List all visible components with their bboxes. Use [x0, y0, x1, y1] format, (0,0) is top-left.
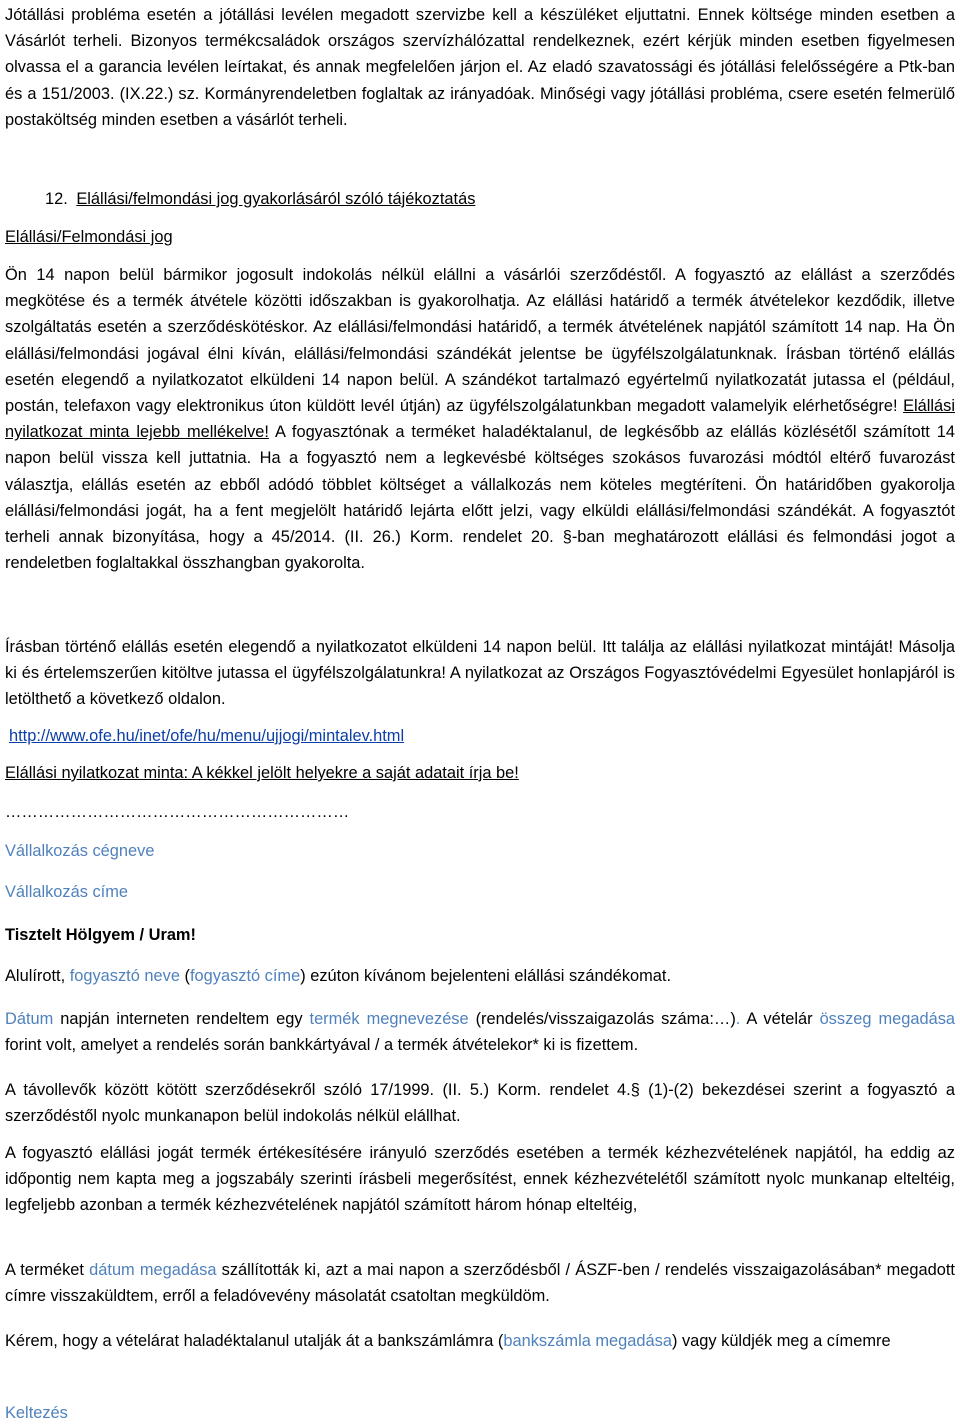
- text: A vételár: [740, 1010, 820, 1028]
- ofe-link[interactable]: http://www.ofe.hu/inet/ofe/hu/menu/ujjogi/mintalev.html: [9, 727, 405, 745]
- text: napján interneten rendeltem egy: [53, 1010, 310, 1028]
- text: (: [179, 967, 190, 985]
- dotted-line: ………………………………………………………: [5, 803, 350, 821]
- warranty-paragraph: Jótállási probléma esetén a jótállási levélen megadott szervizbe kell a készüléket eljuttatni. Ennek költsége minden esetben a Vásárlót terheli. Bizonyos termékcsaládok országos szervízhálózattal rendelkeznek, ezért kérjük minden esetben figyelmesen olvassa el a garancia levélen leírtakat, és annak megfelelően járjon el. Az eladó szavatossági és jótállási felelősségére a Ptk-ban és a 151/2003. (IX.22.) sz. Kormányrendeletben foglaltak az irányadóak. Minőségi vagy jótállási probléma, csere esetén felmerülő postaköltség minden esetben a vásárlót terheli.: [5, 6, 955, 129]
- consumer-name-placeholder: fogyasztó neve: [69, 967, 180, 985]
- product-name-placeholder: termék megnevezése: [309, 1010, 469, 1028]
- refund-paragraph: [5, 1328, 955, 1354]
- declaration-paragraph: [5, 963, 955, 989]
- rights-paragraph: [5, 262, 955, 576]
- bank-account-placeholder: bankszámla megadása: [503, 1332, 672, 1350]
- delivery-date-placeholder: dátum megadása: [89, 1261, 217, 1279]
- text: Alulírott,: [5, 967, 70, 985]
- company-address-placeholder: Vállalkozás címe: [5, 883, 128, 901]
- link-line: [5, 723, 955, 749]
- written-withdrawal-paragraph: Írásban történő elállás esetén elegendő a nyilatkozatot elküldeni 14 napon belül. Itt találja az elállási nyilatkozat mintáját! Másolja ki és értelemszerűen kitöltve jutassa el ügyfélszolgálatunkra! A nyilatkozat az Országos Fogyasztóvédelmi Egyesület honlapjáról is letölthető a következő oldalon.: [5, 638, 955, 709]
- salutation: Tisztelt Hölgyem / Uram!: [5, 926, 196, 944]
- order-paragraph: [5, 1006, 955, 1058]
- subheading-text: Elállási/Felmondási jog: [5, 228, 173, 246]
- consumer-address-placeholder: fogyasztó címe: [189, 967, 301, 985]
- rights-text-a: Ön 14 napon belül bármikor jogosult indokolás nélkül elállni a vásárlói szerződéstől. A fogyasztó az elállást a szerződés megkötése és a termék átvétele közötti időszakban is gyakorolhatja. Az elállási határidő a termék átvételekor kezdődik, illetve szolgáltatás esetén a szerződéskötéskor. Az elállási/felmondási határidő, a termék átvételének napjától számított 14 nap. Ha Ön elállási/felmondási jogával élni kíván, elállási/felmondási szándékát jelentse be ügyfélszolgálatunknak. Írásban történő elállás esetén elegendő a nyilatkozatot elküldeni 14 napon belül. A szándékot tartalmazó egyértelmű nyilatkozatát jutassa el (például, postán, telefaxon vagy elektronikus úton küldött levél útján) az ügyfélszolgálatunkban megadott valamelyik elérhetőségre!: [5, 266, 955, 416]
- company-name-placeholder: Vállalkozás cégneve: [5, 842, 155, 860]
- text: A terméket: [5, 1261, 90, 1279]
- return-paragraph: [5, 1257, 955, 1309]
- text: (rendelés/visszaigazolás száma:…): [468, 1010, 736, 1028]
- amount-placeholder: összeg megadása: [819, 1010, 955, 1028]
- subheading: [5, 224, 955, 250]
- date-signature-placeholder: Keltezés: [5, 1404, 68, 1422]
- section-number: 12.: [45, 190, 68, 208]
- template-title: [5, 760, 955, 786]
- rights-text-b: A fogyasztónak a terméket haladéktalanul, de legkésőbb az elállás közlésétől számított 14 napon belül vissza kell juttatnia. Ha a fogyasztó nem a legkevésbé költséges szokásos fuvarozási módtól eltérő fuvarozást választja, elállás esetén az ebből adódó többlet költséget a vállalkozás nem köteles megtéríteni. Ön határidőben gyakorolja elállási/felmondási jogát, ha a fent megjelölt határidő lejárta előtt jelzi, vagy elküldi elállási/felmondási szándékát. A fogyasztót terheli annak bizonyítása, hogy a 45/2014. (II. 26.) Korm. rendelet 20. §-ban meghatározott elállási és felmondási jogot a rendeletben foglaltakkal összhangban gyakorolta.: [5, 423, 955, 573]
- form-reference-underlined: Elállási nyilatkozat minta lejebb mellékelve!: [5, 397, 955, 442]
- legal-reference-paragraph: A távollevők között kötött szerződésekről szóló 17/1999. (II. 5.) Korm. rendelet 4.§ (1)-(2) bekezdései szerint a fogyasztó a szerződéstől nyolc munkanapon belül indokolás nélkül elállhat.: [5, 1081, 955, 1126]
- text: .: [735, 1010, 741, 1028]
- text: ) ezúton kívánom bejelenteni elállási szándékomat.: [300, 967, 672, 985]
- text: ) vagy küldjék meg a címemre: [671, 1332, 891, 1350]
- text: forint volt, amelyet a rendelés során bankkártyával / a termék átvételekor* ki is fizettem.: [5, 1036, 639, 1055]
- section-title: Elállási/felmondási jog gyakorlásáról szóló tájékoztatás: [76, 190, 476, 208]
- template-title-text: Elállási nyilatkozat minta: A kékkel jelölt helyekre a saját adatait írja be!: [5, 764, 519, 782]
- text: szállították ki, azt a mai napon a szerződésből / ÁSZF-ben / rendelés visszaigazolásában* megadott címre visszaküldtem, erről a feladóvevény másolatát csatoltan megküldöm.: [5, 1261, 955, 1306]
- section-12-heading: [5, 186, 955, 212]
- withdrawal-right-paragraph: A fogyasztó elállási jogát termék értékesítésére irányuló szerződés esetében a termék kézhezvételének napjától, ha eddig az időpontig nem kapta meg a jogszabály szerinti írásbeli megerősítést, ennek kézhezvételétől számított nyolc munkanap elteltéig, legfeljebb azonban a termék kézhezvételének napjától számított három hónap elteltéig,: [5, 1144, 955, 1215]
- date-placeholder: Dátum: [5, 1010, 54, 1028]
- text: Kérem, hogy a vételárat haladéktalanul utalják át a bankszámlámra (: [5, 1332, 504, 1350]
